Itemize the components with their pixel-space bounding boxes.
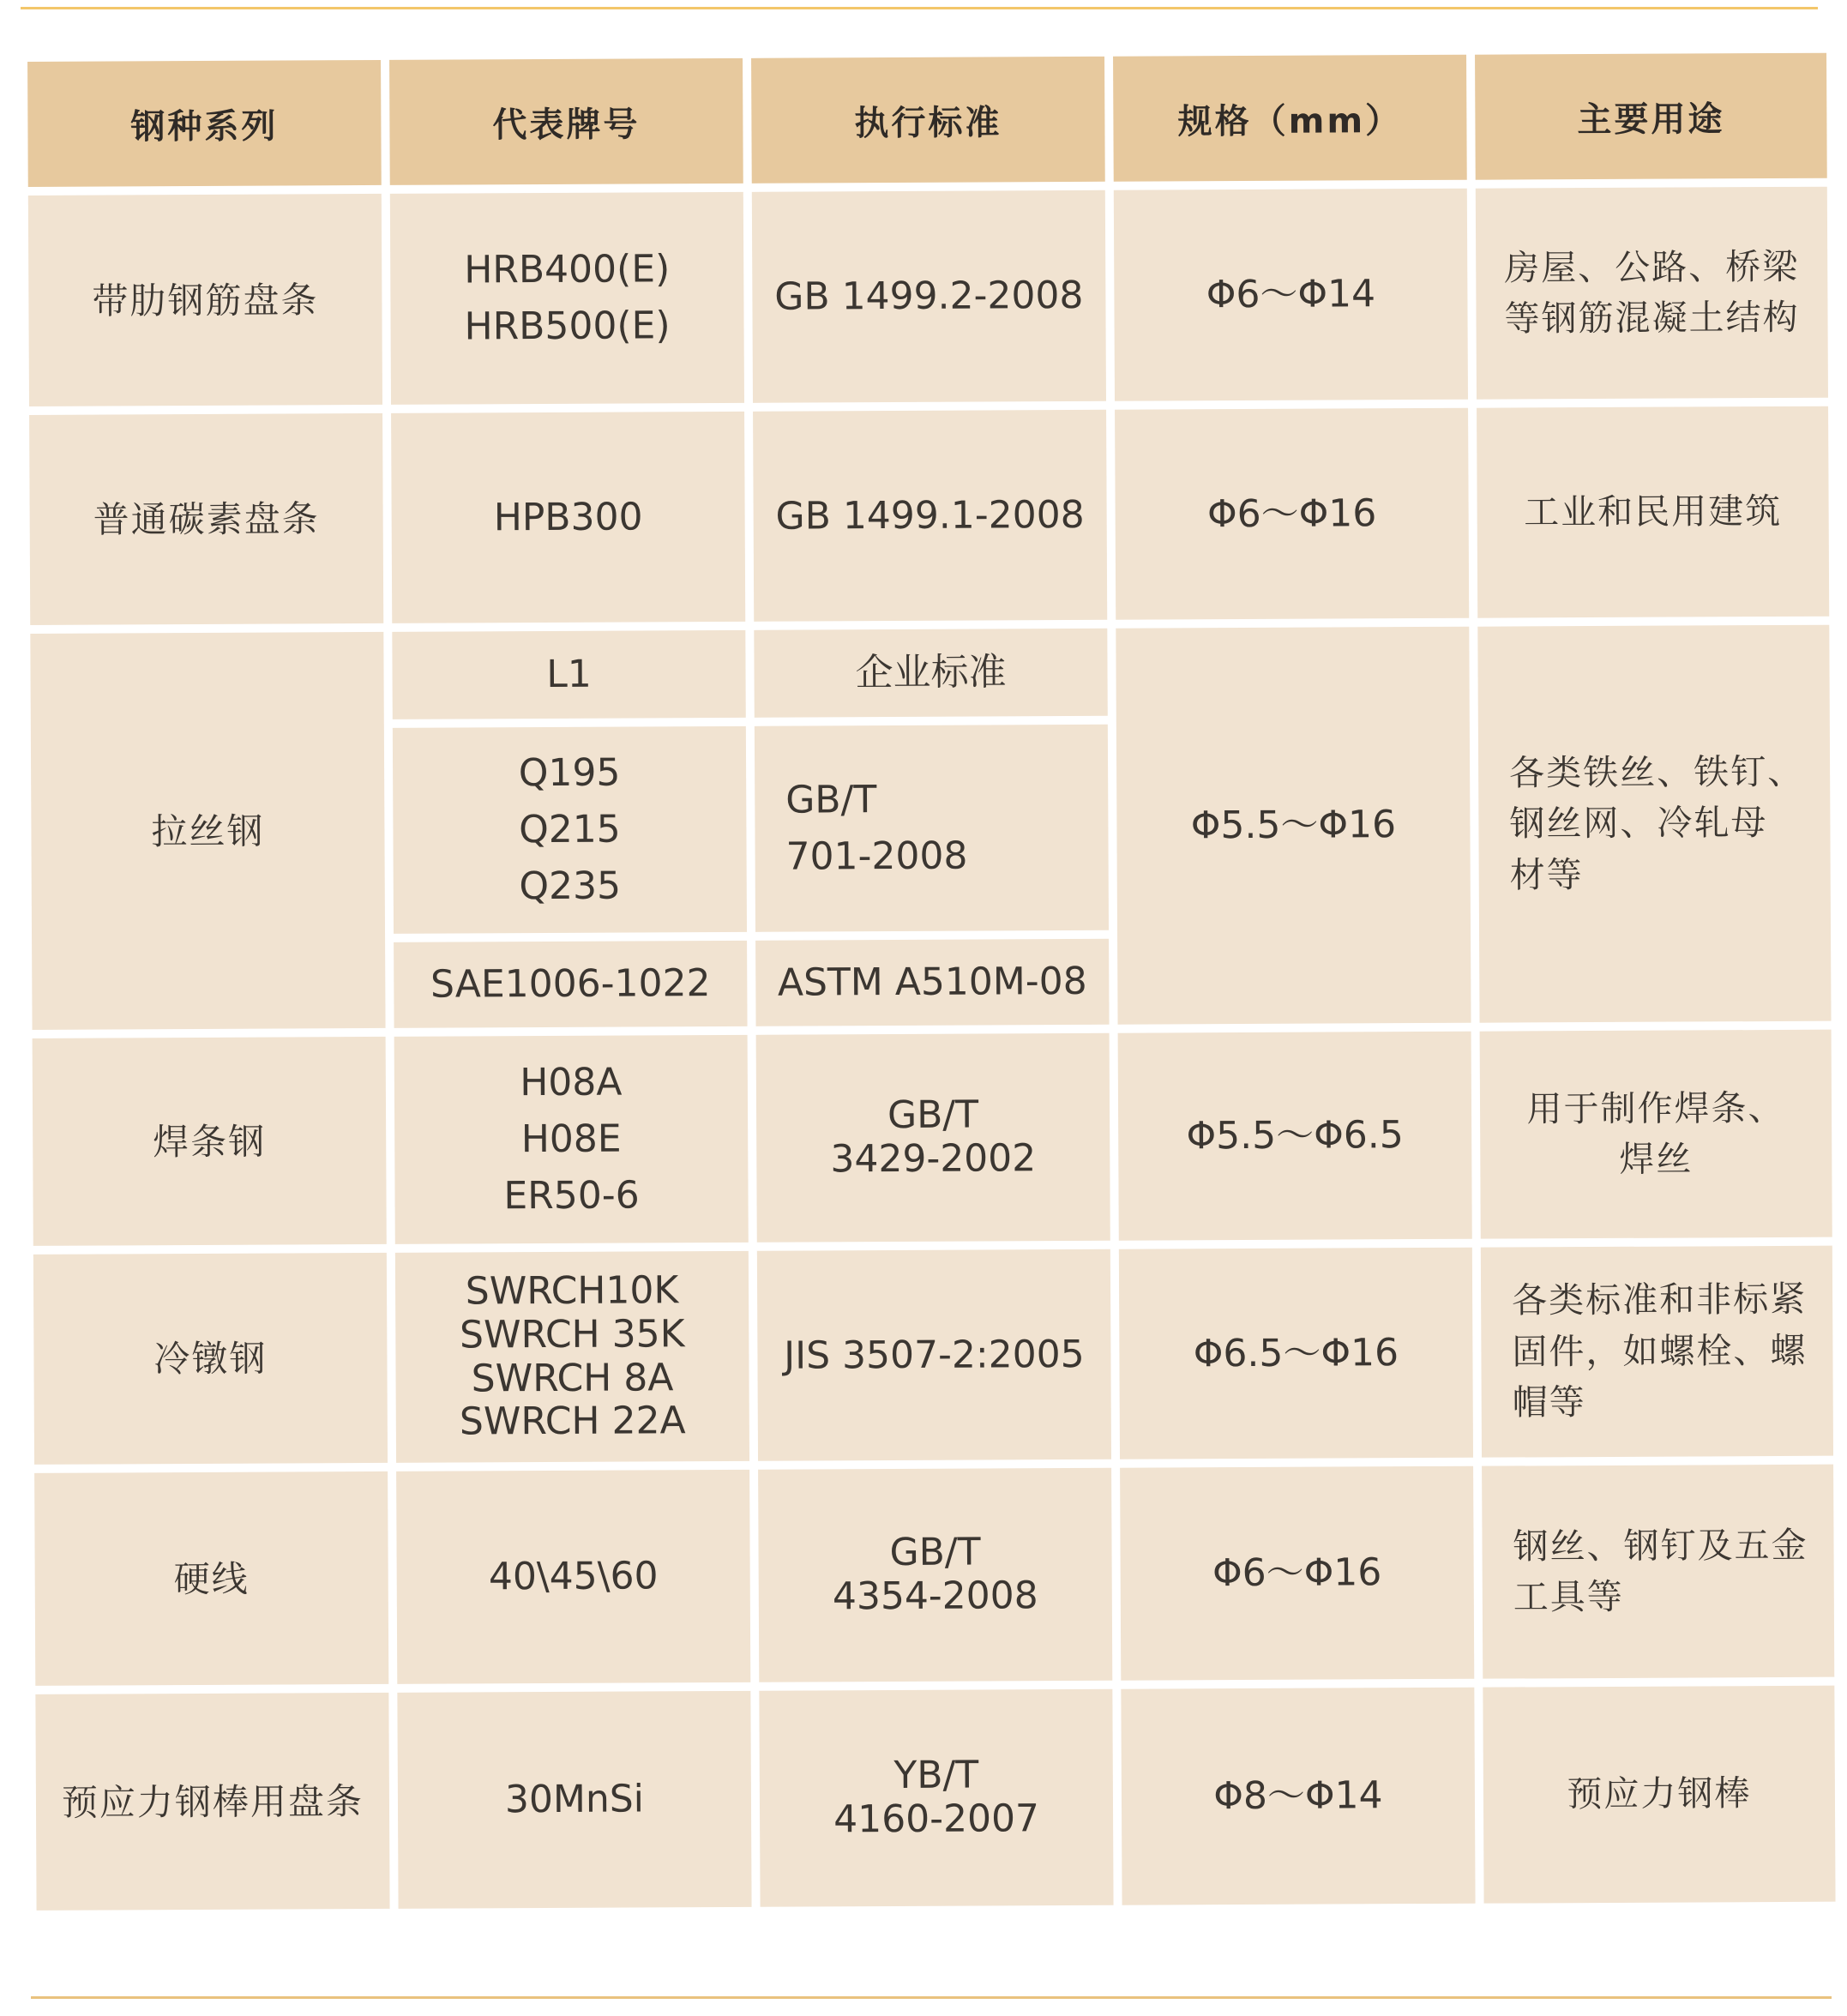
use-cell xyxy=(1477,406,1829,618)
grades-cell xyxy=(390,192,744,405)
use-cell xyxy=(1482,1465,1834,1679)
standard-cell xyxy=(756,1033,1110,1243)
standard-cell xyxy=(752,190,1106,403)
series-text: 普通碳素盘条 xyxy=(93,497,320,541)
use-text: 焊丝 xyxy=(1619,1138,1694,1180)
grade-text: 40\45\60 xyxy=(488,1554,659,1599)
use-text: 工业和民用建筑 xyxy=(1524,490,1783,533)
standard-text: 企业标准 xyxy=(855,650,1007,695)
grade-text: HRB500(E) xyxy=(464,304,671,349)
spec-cell xyxy=(1118,1032,1472,1241)
use-text: 钢丝网、冷轧母 xyxy=(1509,802,1768,845)
header-grades: 代表牌号 xyxy=(389,58,743,185)
top-rule xyxy=(21,7,1818,9)
grades-cell xyxy=(394,941,747,1028)
grade-text: L1 xyxy=(546,652,592,697)
series-cell xyxy=(34,1471,388,1686)
use-text: 固件，如螺栓、螺 xyxy=(1512,1329,1808,1373)
standard-text: GB/T xyxy=(887,1092,979,1138)
header-series: 钢种系列 xyxy=(27,60,382,187)
grade-text: SWRCH 22A xyxy=(459,1399,686,1444)
grade-text: SAE1006-1022 xyxy=(430,961,711,1007)
grades-cell xyxy=(396,1470,750,1684)
series-text: 拉丝钢 xyxy=(151,809,265,852)
use-text: 预应力钢棒 xyxy=(1567,1772,1752,1815)
standard-text: 3429-2002 xyxy=(830,1136,1037,1182)
header-spec: 规格（mm） xyxy=(1113,55,1467,182)
grade-text: Q215 xyxy=(518,807,621,852)
use-text: 钢丝、钢钉及五金 xyxy=(1513,1524,1808,1568)
series-text: 冷镦钢 xyxy=(153,1337,268,1381)
use-text: 各类标准和非标紧 xyxy=(1512,1279,1808,1321)
use-cell xyxy=(1477,625,1831,1023)
series-text: 硬线 xyxy=(173,1557,250,1600)
grades-cell xyxy=(392,630,745,719)
standard-text: 4160-2007 xyxy=(833,1796,1040,1842)
grades-cell xyxy=(393,726,747,934)
spec-text: Φ8～Φ14 xyxy=(1213,1773,1383,1819)
use-cell xyxy=(1483,1686,1835,1904)
table-row xyxy=(34,1465,1834,1686)
use-text: 帽等 xyxy=(1512,1381,1586,1423)
header-use: 主要用途 xyxy=(1475,53,1827,180)
grade-text: ER50-6 xyxy=(503,1173,640,1219)
grades-cell xyxy=(395,1251,749,1463)
series-cell xyxy=(33,1037,387,1246)
spec-text: Φ5.5～Φ16 xyxy=(1190,803,1397,848)
series-text: 焊条钢 xyxy=(153,1120,267,1163)
standard-cell xyxy=(759,1689,1113,1907)
standard-text: GB 1499.1-2008 xyxy=(775,492,1085,539)
use-text: 用于制作焊条、 xyxy=(1526,1086,1785,1129)
table-row xyxy=(33,1030,1832,1246)
standard-cell xyxy=(753,410,1107,622)
standard-text: GB/T xyxy=(889,1530,981,1575)
series-cell xyxy=(35,1693,389,1911)
standard-text: JIS 3507-2:2005 xyxy=(784,1332,1085,1378)
spec-text: Φ6～Φ16 xyxy=(1206,490,1377,536)
standard-text: YB/T xyxy=(893,1753,979,1798)
spec-text: Φ5.5～Φ6.5 xyxy=(1186,1113,1404,1158)
spec-cell xyxy=(1121,1688,1475,1905)
grade-text: SWRCH 35K xyxy=(459,1312,685,1357)
standard-cell xyxy=(755,725,1109,932)
grade-text: HPB300 xyxy=(493,494,643,539)
grade-text: 30MnSi xyxy=(504,1777,645,1822)
spec-text: Φ6～Φ14 xyxy=(1206,272,1376,317)
standard-cell xyxy=(758,1468,1112,1682)
grade-text: H08A xyxy=(520,1060,623,1105)
standard-cell xyxy=(757,1249,1111,1461)
use-text: 各类铁丝、铁钉、 xyxy=(1509,750,1805,794)
use-text: 等钢筋混凝土结构 xyxy=(1504,296,1800,340)
series-cell xyxy=(28,194,382,406)
spec-cell xyxy=(1115,408,1469,620)
use-text: 工具等 xyxy=(1513,1575,1624,1618)
grade-text: Q195 xyxy=(518,750,621,796)
standard-text: GB 1499.2-2008 xyxy=(774,273,1084,319)
grade-text: SWRCH 8A xyxy=(471,1355,674,1400)
series-cell xyxy=(33,1253,388,1465)
grade-text: Q235 xyxy=(519,864,622,909)
use-cell xyxy=(1480,1030,1832,1239)
use-text: 材等 xyxy=(1509,853,1584,896)
table-row xyxy=(30,625,1829,721)
grade-text: SWRCH10K xyxy=(465,1268,679,1314)
table-row xyxy=(28,187,1828,406)
grades-cell xyxy=(391,412,745,623)
table-row xyxy=(35,1686,1835,1911)
spec-text: Φ6.5～Φ16 xyxy=(1193,1330,1399,1375)
standard-cell xyxy=(754,629,1107,718)
standard-text: 4354-2008 xyxy=(832,1574,1038,1619)
grades-cell xyxy=(397,1691,751,1909)
grades-cell xyxy=(394,1035,749,1244)
spec-cell xyxy=(1119,1248,1473,1459)
use-cell xyxy=(1481,1246,1833,1458)
standard-text: GB/T xyxy=(785,778,877,822)
standard-text: 701-2008 xyxy=(785,833,968,879)
series-cell xyxy=(29,413,383,625)
table-row xyxy=(33,1246,1833,1465)
header-standard: 执行标准 xyxy=(751,57,1105,184)
spec-text: Φ6～Φ16 xyxy=(1212,1550,1382,1596)
series-text: 带肋钢筋盘条 xyxy=(92,278,319,322)
bottom-rule xyxy=(31,1996,1832,1999)
grade-text: HRB400(E) xyxy=(464,247,671,292)
series-text: 预应力钢棒用盘条 xyxy=(61,1779,364,1824)
series-cell xyxy=(30,632,385,1030)
spec-cell xyxy=(1114,189,1468,401)
use-cell xyxy=(1476,187,1828,400)
grade-text: H08E xyxy=(520,1116,622,1162)
standard-cell xyxy=(755,939,1109,1026)
standard-text: ASTM A510M-08 xyxy=(777,959,1087,1005)
use-text: 房屋、公路、桥梁 xyxy=(1504,245,1800,289)
spec-cell xyxy=(1120,1466,1474,1681)
steel-products-table xyxy=(19,45,1844,1919)
table-row xyxy=(29,406,1829,625)
spec-cell xyxy=(1116,627,1471,1025)
header-row xyxy=(27,53,1827,187)
